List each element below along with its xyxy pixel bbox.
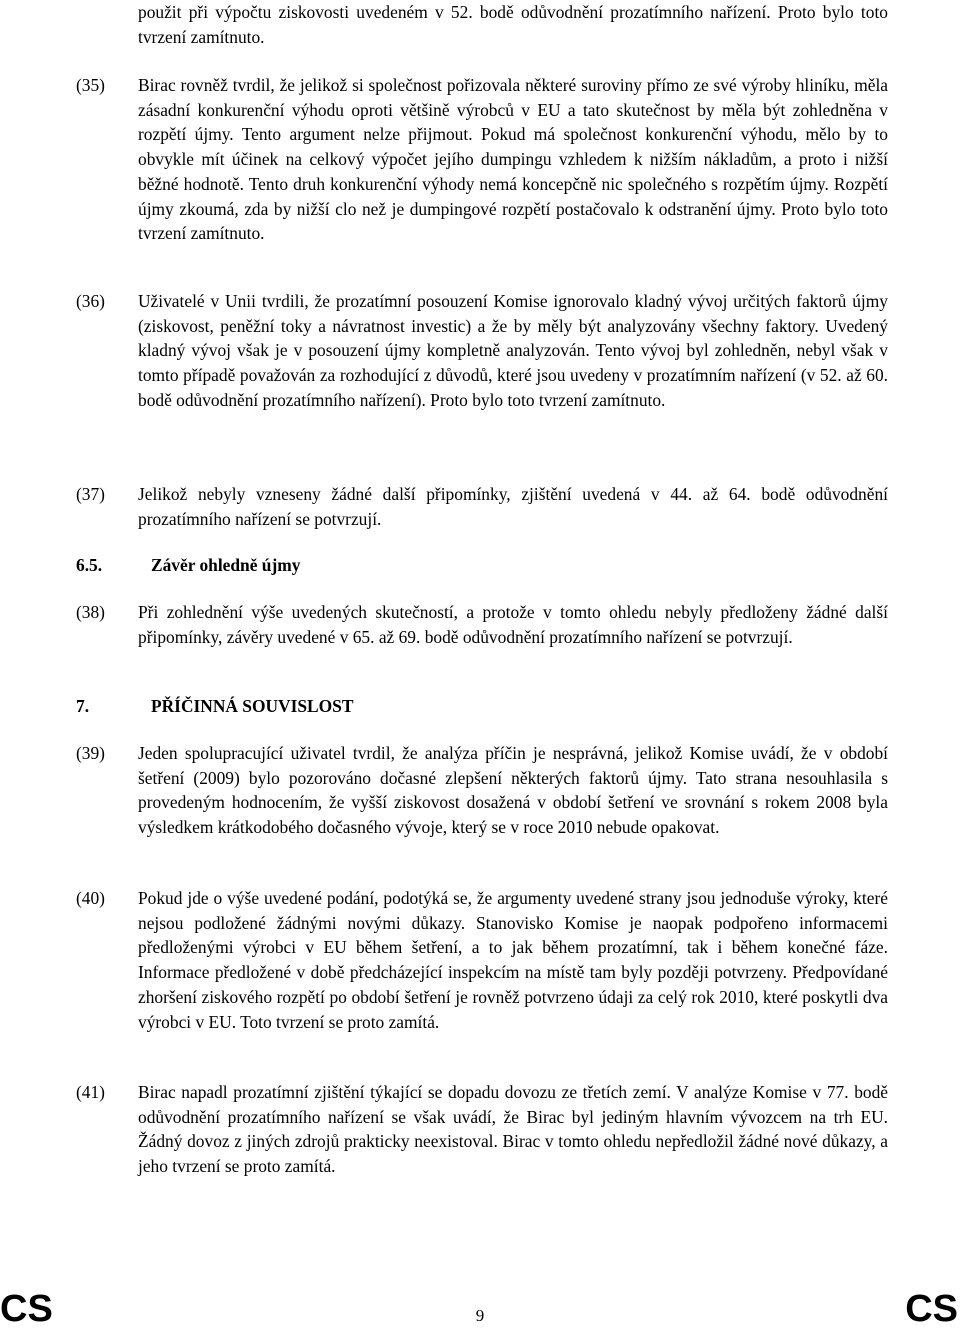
paragraph-text: Uživatelé v Unii tvrdili, že prozatímní posouzení Komise ignorovalo kladný vývoj určitých faktorů újmy (ziskovost, peněžní toky a návratnost investic) a že by měly být analyzovány všechny faktory. Uvedený kladný vývoj však je v posouzení újmy kompletně analyzován. Tento vývoj byl zohledněn, nebyl však v tomto případě považován za rozhodující z důvodů, které jsou uvedeny v prozatímním nařízení (v 52. až 60. bodě odůvodnění prozatímního nařízení). Proto bylo toto tvrzení zamítnuto. (138, 291, 888, 410)
paragraph-text: Při zohlednění výše uvedených skutečností, a protože v tomto ohledu nebyly předloženy žádné další připomínky, závěry uvedené v 65. až 69. bodě odůvodnění prozatímního nařízení se potvrzují. (138, 602, 888, 647)
footer-page-number: 9 (475, 1306, 485, 1325)
paragraph-number: (39) (76, 743, 105, 763)
paragraph-41 (76, 1080, 888, 1179)
section-heading-6-5 (76, 553, 300, 578)
paragraph-39 (76, 741, 888, 840)
footer-language-code-left: CS (0, 1288, 53, 1330)
section-title: Závěr ohledně újmy (151, 555, 301, 575)
section-number: 7. (76, 696, 90, 716)
paragraph-text: Pokud jde o výše uvedené podání, podotýká se, že argumenty uvedené strany jsou jednoduše výroky, které nejsou podložené žádnými novými důkazy. Stanovisko Komise je naopak podpořeno informacemi předloženými výrobci v EU během šetření, a to jak během prozatímní, tak i během konečné fáze. Informace předložené v době předcházející inspekcím na místě tam byly později potvrzeny. Předpovídané zhoršení ziskového rozpětí po období šetření je rovněž potvrzeno údaji za celý rok 2010, které poskytli dva výrobci v EU. Toto tvrzení se proto zamítá. (138, 888, 888, 1032)
paragraph-number: (38) (76, 602, 105, 622)
paragraph-36 (76, 289, 888, 413)
footer-language-code-right: CS (905, 1288, 958, 1330)
continuation-text: použit při výpočtu ziskovosti uvedeném v 52. bodě odůvodnění prozatímního nařízení. Proto bylo toto tvrzení zamítnuto. (138, 2, 888, 47)
paragraph-40 (76, 886, 888, 1034)
paragraph-text: Birac napadl prozatímní zjištění týkající se dopadu dovozu ze třetích zemí. V analýze Komise v 77. bodě odůvodnění prozatímního nařízení se však uvádí, že Birac byl jediným hlavním vývozcem na trh EU. Žádný dovoz z jiných zdrojů prakticky neexistoval. Birac v tomto ohledu nepředložil žádné nové důkazy, a jeho tvrzení se proto zamítá. (138, 1082, 888, 1177)
paragraph-text: Jeden spolupracující uživatel tvrdil, že analýza příčin je nesprávná, jelikož Komise uvádí, že v období šetření (2009) bylo pozorováno dočasné zlepšení některých faktorů újmy. Tato strana nesouhlasila s provedeným hodnocením, že vyšší ziskovost dosažená v období šetření ve srovnání s rokem 2008 byla výsledkem krátkodobého dočasného vývoje, který se v roce 2010 nebude opakovat. (138, 743, 888, 838)
paragraph-number: (37) (76, 484, 105, 504)
section-number: 6.5. (76, 555, 103, 575)
paragraph-number: (36) (76, 291, 105, 311)
paragraph-35 (76, 73, 888, 246)
section-heading-7 (76, 694, 353, 719)
paragraph-text: Jelikož nebyly vzneseny žádné další připomínky, zjištění uvedená v 44. až 64. bodě odůvodnění prozatímního nařízení se potvrzují. (138, 484, 888, 529)
paragraph-number: (40) (76, 888, 105, 908)
paragraph-text: Birac rovněž tvrdil, že jelikož si společnost pořizovala některé suroviny přímo ze své výroby hliníku, měla zásadní konkurenční výhodu oproti většině výrobců v EU a tato skutečnost by měla být zohledněna v rozpětí újmy. Tento argument nelze přijmout. Pokud má společnost konkurenční výhodu, mělo by to obvykle mít účinek na celkový výpočet jejího dumpingu vzhledem k nižším nákladům, a proto i nižší běžné hodnotě. Tento druh konkurenční výhody nemá koncepčně nic společného s rozpětím újmy. Rozpětí újmy zkoumá, zda by nižší clo než je dumpingové rozpětí postačovalo k odstranění újmy. Proto bylo toto tvrzení zamítnuto. (138, 75, 888, 244)
paragraph-number: (41) (76, 1082, 105, 1102)
paragraph-37 (76, 482, 888, 531)
section-title: PŘÍČINNÁ SOUVISLOST (151, 696, 354, 716)
paragraph-38 (76, 600, 888, 649)
paragraph-number: (35) (76, 75, 105, 95)
